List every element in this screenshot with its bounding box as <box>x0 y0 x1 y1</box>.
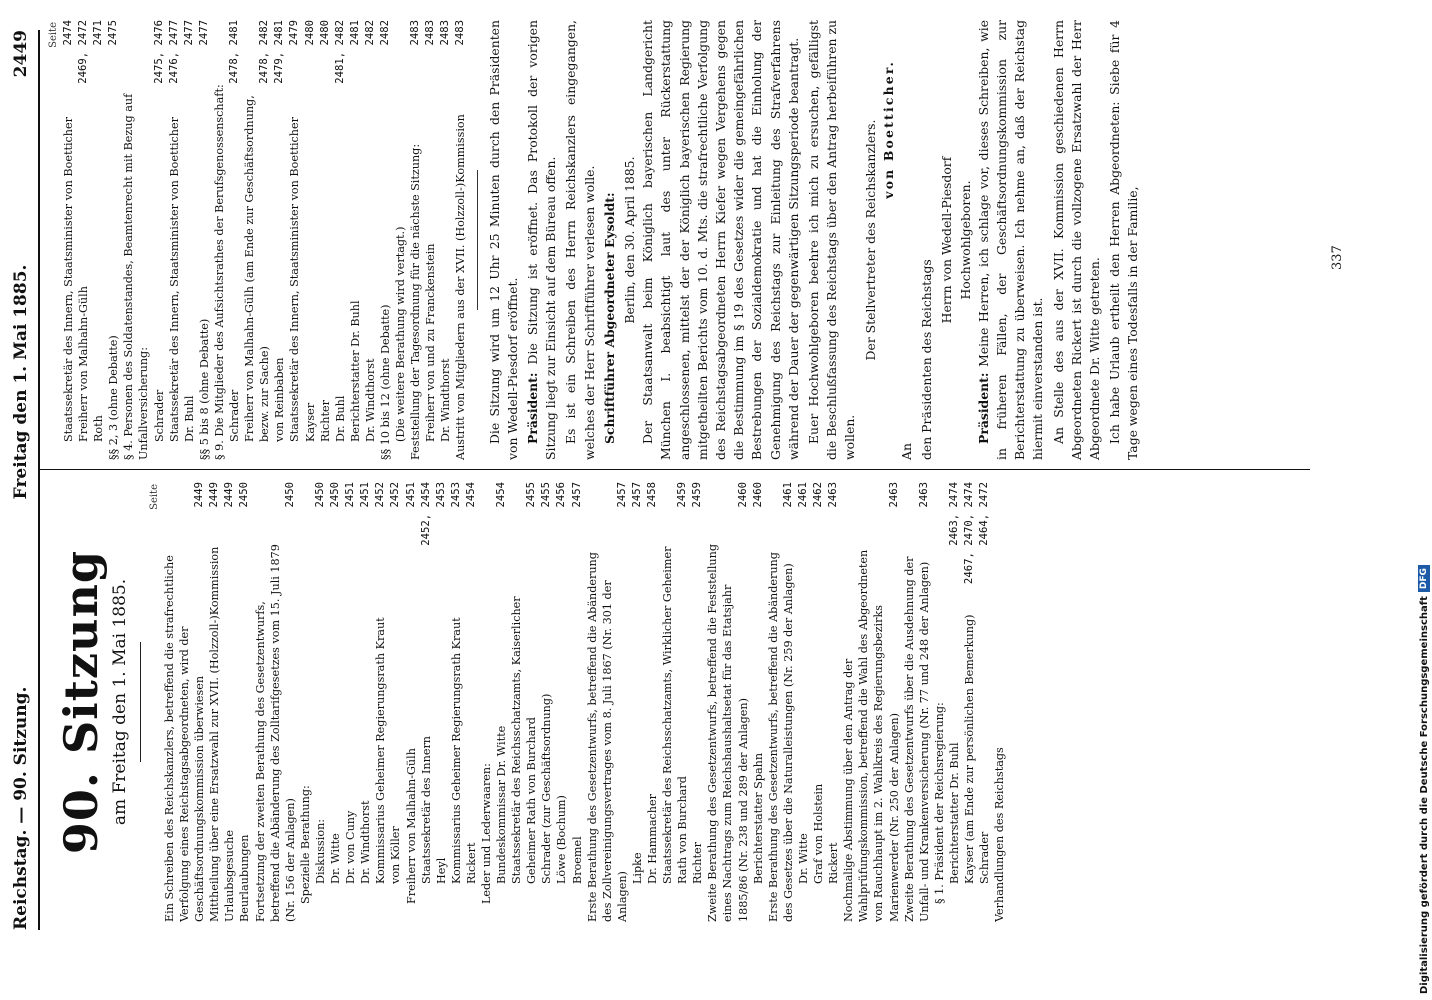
toc-entry <box>630 482 645 922</box>
letter-address-line-1: An <box>899 443 914 460</box>
toc-entry <box>902 482 932 922</box>
toc-entry <box>660 482 690 922</box>
toc-entry-text: Rickert <box>827 842 841 884</box>
toc-entry-page: 2459 <box>691 482 704 508</box>
letter-request: Euer Hochwohlgeboren beehre ich mich zu ersuchen, gefälligst die Beschlußfassung des Reichstags über den Antrag herbeiführen zu wollen. <box>805 20 858 460</box>
toc-entry-page: 2483 <box>454 20 467 46</box>
speaker-label: Präsident: <box>524 372 540 444</box>
toc-entry-text: Richter <box>691 842 705 884</box>
toc-entry <box>328 482 343 922</box>
toc-entry-text: (Die weitere Berathung wird vertagt.) <box>394 226 408 442</box>
toc-entry <box>91 20 106 460</box>
toc-entry-text: Dr. Buhl <box>182 395 196 442</box>
toc-entry <box>509 482 539 922</box>
toc-entry <box>932 482 947 922</box>
toc-entry <box>287 20 302 460</box>
toc-entry-text: Kayser (am Ende zur persönlichen Bemerkung) <box>962 614 976 884</box>
toc-entry-page: 2481, 2482 <box>333 20 346 84</box>
toc-entry <box>61 20 76 460</box>
toc-entry-page: 2483 <box>439 20 452 46</box>
toc-entry-text: von Köller <box>389 826 403 884</box>
toc-entry-page: 2449 <box>208 482 221 508</box>
toc-entry-page: 2483 <box>424 20 437 46</box>
toc-entry-page: 2467, 2470, 2474 <box>962 482 975 585</box>
toc-entry-page: 2457 <box>570 482 583 508</box>
toc-entry-page: 2482 <box>363 20 376 46</box>
session-date: am Freitag den 1. Mai 1885. <box>110 578 130 826</box>
toc-entry-page: 2460 <box>736 482 749 508</box>
toc-entry-page: 2450 <box>329 482 342 508</box>
running-head-left: Reichstag. — 90. Sitzung. <box>11 686 31 930</box>
toc-entry <box>423 20 438 460</box>
toc-entry-text: Dr. Witte <box>796 833 810 884</box>
toc-entry-page: 2460 <box>751 482 764 508</box>
toc-entry-page: 2475 <box>107 20 120 46</box>
toc-entry-text: Schrader <box>152 389 166 442</box>
toc-entry <box>826 482 841 922</box>
toc-entry-text: Berichterstatter Dr. Buhl <box>348 300 362 442</box>
toc-entry-text: Dr. Windthorst <box>439 358 453 442</box>
toc-entry-text: Ein Schreiben des Reichskanzlers, betreffend die strafrechtliche Verfolgung eines Reichstagsabgeordneten, wird der Geschäftsordnungskommission überwiesen <box>163 555 207 922</box>
paragraph-text: Meine Herren, ich schlage vor, dieses Schreiben, wie in früheren Fällen, der Geschäftsordnungskommission zur Berichterstattung zu überweisen. Ich nehme an, daß der Reichstag hiermit einverstanden ist. <box>975 20 1046 460</box>
toc-entry-page: 2483 <box>409 20 422 46</box>
toc-entry-text: Schrader <box>978 831 992 884</box>
toc-entry-page: 2475, 2476 <box>152 20 165 84</box>
toc-entry-page: 2464, 2472 <box>978 482 991 546</box>
toc-entry-text: Freiherr von und zu Franckenstein <box>424 243 438 442</box>
toc-entry-text: Löwe (Bochum) <box>555 795 569 884</box>
toc-entry-text: Nochmalige Abstimmung über den Antrag der Wahlprüfungskommission, betreffend die Wahl des Abgeordneten von Rauchhaupt im 2. Wahlkreis des Regierungsbezirks Marienwerder (Nr. 250 der Anlagen) <box>842 549 901 922</box>
toc-entry-text: Fortsetzung der zweiten Berathung des Gesetzentwurfs, betreffend die Abänderung des Zolltarifgesetzes vom 15. Juli 1879 (Nr. 156 der Anlagen) <box>253 544 297 922</box>
toc-entry <box>645 482 660 922</box>
toc-entry <box>449 482 464 922</box>
toc-entry-text: Beurlaubungen <box>238 834 252 922</box>
toc-entry-text: Zweite Berathung des Gesetzentwurfs, betreffend die Feststellung eines Nachtrags zum Reichshaushaltsetat für das Etatsjahr 1885/86 (Nr. 238 und 289 der Anlagen) <box>706 544 750 922</box>
toc-entry <box>303 20 318 460</box>
toc-entry <box>162 482 207 922</box>
toc-entry-page: 2478, 2482 <box>258 20 271 84</box>
toc-entry-text: Verhandlungen des Reichstags <box>993 747 1007 922</box>
toc-entry <box>464 482 479 922</box>
toc-entry-page: 2455 <box>525 482 538 508</box>
president-paragraph-2 <box>975 20 1048 460</box>
toc-entry-page: 2451 <box>404 482 417 508</box>
toc-entry <box>318 20 333 460</box>
toc-entry-text: Dr. Buhl <box>333 395 347 442</box>
toc-entry <box>977 482 992 922</box>
opening-paragraph: Die Sitzung wird um 12 Uhr 25 Minuten durch den Präsidenten von Wedell-Piesdorf eröffnet. <box>486 20 520 460</box>
left-column <box>48 482 1007 922</box>
toc-entry <box>121 20 151 460</box>
toc-entry-page: 2463 <box>827 482 840 508</box>
right-column <box>48 20 1145 460</box>
toc-entry-text: §§ 5 bis 8 (ohne Debatte) <box>197 318 211 460</box>
toc-entry-page: 2462 <box>812 482 825 508</box>
toc-entry <box>212 20 227 460</box>
table-of-contents-continued <box>61 20 469 460</box>
letter-address-line-2: den Präsidenten des Reichstags <box>919 259 935 460</box>
toc-entry-text: § 9. Die Mitglieder des Aufsichtsrathes der Berufsgenossenschaft: <box>212 84 226 460</box>
toc-entry-page: 2476, 2477 <box>167 20 180 84</box>
toc-entry-page: 2463 <box>887 482 900 508</box>
toc-entry-page: 2469, 2472 <box>77 20 90 84</box>
toc-entry <box>408 20 423 460</box>
toc-entry <box>438 20 453 460</box>
seite-label-right: Seite <box>48 22 59 48</box>
toc-entry <box>479 482 494 922</box>
paragraph-text: Die Sitzung ist eröffnet. Das Protokoll der vorigen Sitzung liegt zur Einsicht auf dem Büreau offen. <box>524 20 559 460</box>
table-of-contents <box>162 482 1007 922</box>
toc-entry-page: 2452 <box>374 482 387 508</box>
toc-entry <box>378 20 393 460</box>
toc-entry <box>947 482 962 922</box>
toc-entry-page: 2451 <box>359 482 372 508</box>
toc-entry-page: 2449 <box>223 482 236 508</box>
toc-entry <box>494 482 509 922</box>
toc-entry-text: Urlaubsgesuche <box>223 830 237 922</box>
toc-entry-text: Staatssekretär des Reichsschatzamts, Wirklicher Geheimer Rath von Burchard <box>661 546 690 884</box>
toc-entry-page: 2478, 2481 <box>228 20 241 84</box>
toc-entry-text: Berichterstatter Spahn <box>751 752 765 884</box>
toc-entry-text: von Reinbaben <box>273 357 287 442</box>
digitization-note <box>1418 565 1430 994</box>
toc-entry <box>237 482 252 922</box>
toc-entry-page: 2471 <box>92 20 105 46</box>
toc-entry-text: Bundeskommissar Dr. Witte <box>495 725 509 884</box>
letter-signer-title: Der Stellvertreter des Reichskanzlers. <box>862 119 878 361</box>
toc-entry-text: Graf von Holstein <box>812 783 826 884</box>
toc-entry <box>393 20 408 460</box>
toc-entry-text: Dr. Hammacher <box>646 794 659 884</box>
toc-entry-text: Staatssekretär des Reichsschatzamts, Kaiserlicher Geheimer Rath von Burchard <box>510 596 539 884</box>
toc-entry <box>182 20 197 460</box>
toc-entry-text: Feststellung der Tagesordnung für die nächste Sitzung: <box>409 143 423 460</box>
toc-entry <box>348 20 363 460</box>
session-title: 90. Sitzung <box>54 549 108 855</box>
toc-entry <box>585 482 630 922</box>
toc-entry-text: Kommissarius Geheimer Regierungsrath Kraut <box>374 617 388 884</box>
toc-entry <box>197 20 212 460</box>
toc-entry <box>106 20 121 460</box>
toc-entry <box>766 482 796 922</box>
toc-entry-page: 2450 <box>238 482 251 508</box>
toc-entry <box>152 20 167 460</box>
toc-entry <box>343 482 358 922</box>
toc-entry-text: Schrader <box>228 389 242 442</box>
toc-entry <box>272 20 287 460</box>
letter-signer-name: von Boetticher. <box>880 60 896 199</box>
toc-entry-text: Spezielle Berathung: <box>298 785 312 904</box>
toc-entry-page: 2479 <box>288 20 301 46</box>
toc-entry-page: 2461 <box>796 482 809 508</box>
toc-entry-text: Freiherr von Malhahn-Gülh (am Ende zur Geschäftsordnung, bezw. zur Sache) <box>243 95 272 442</box>
toc-entry-text: Lipke <box>630 852 644 884</box>
toc-entry-text: Dr. Witte <box>329 833 343 884</box>
toc-entry <box>76 20 91 460</box>
letter-address-line-4: Hochwohlgeboren. <box>957 180 973 300</box>
toc-entry <box>404 482 419 922</box>
toc-entry-page: 2457 <box>615 482 628 508</box>
toc-entry-page: 2458 <box>646 482 658 508</box>
toc-entry-page: 2457 <box>630 482 643 508</box>
toc-entry-page: 2482 <box>378 20 391 46</box>
toc-entry <box>554 482 569 922</box>
toc-entry <box>539 482 554 922</box>
toc-entry <box>419 482 434 922</box>
toc-entry-text: Staatssekretär des Innern, Staatsminister von Boetticher <box>167 117 181 442</box>
toc-entry-text: Freiherr von Malhahn-Gülh <box>404 748 418 904</box>
toc-entry <box>992 482 1007 922</box>
toc-entry-page: 2453 <box>449 482 462 508</box>
toc-entry <box>207 482 222 922</box>
toc-entry <box>434 482 449 922</box>
paragraph-letter-announcement: Es ist ein Schreiben des Herrn Reichskanzlers eingegangen, welches der Herr Schriftführer verlesen wolle. <box>563 20 597 460</box>
paragraph-leave: Ich habe Urlaub ertheilt den Herren Abgeordneten: Siebe für 4 Tage wegen eines Todesfalls in der Familie, <box>1107 20 1141 460</box>
toc-entry <box>227 20 242 460</box>
toc-entry-text: Berichterstatter Dr. Buhl <box>947 742 961 884</box>
president-paragraph-1 <box>524 20 560 460</box>
toc-entry <box>705 482 750 922</box>
digitization-note-text: Digitalisierung gefördert durch die Deutsche Forschungsgemeinschaft <box>1418 596 1430 994</box>
toc-entry-text: Freiherr von Malhahn-Gülh <box>77 286 91 442</box>
letter-place-date: Berlin, den 30. April 1885. <box>621 156 637 324</box>
toc-entry-text: Erste Berathung des Gesetzentwurfs, betreffend die Abänderung des Zollvereinigungsvertrages vom 8. Juli 1867 (Nr. 301 der Anlagen) <box>585 552 629 922</box>
toc-entry <box>388 482 403 922</box>
toc-entry <box>222 482 237 922</box>
toc-entry-text: Broemel <box>570 836 584 884</box>
toc-entry-page: 2450 <box>313 482 326 508</box>
running-head-center: Freitag den 1. Mai 1885. <box>11 264 31 500</box>
paragraph-commission-change: An Stelle des aus der XVII. Kommission geschiedenen Herrn Abgeordneten Rickert ist durch die vollzogene Ersatzwahl der Herr Abgeordnete Dr. Witte getreten. <box>1050 20 1103 460</box>
toc-entry <box>453 20 468 460</box>
toc-entry-text: Dr. von Cuny <box>344 810 358 884</box>
toc-entry <box>373 482 388 922</box>
toc-entry-page: 2452 <box>389 482 402 508</box>
toc-entry <box>751 482 766 922</box>
toc-entry-page: 2450 <box>283 482 296 508</box>
secretary-paragraph <box>601 20 619 460</box>
toc-entry-text: Richter <box>318 400 332 442</box>
toc-entry-text: Rickert <box>464 842 478 884</box>
toc-entry-page: 2453 <box>434 482 447 508</box>
toc-entry-text: Dr. Windthorst <box>359 800 373 884</box>
toc-entry <box>690 482 705 922</box>
toc-entry <box>298 482 313 922</box>
toc-entry-page: 2463 <box>917 482 930 508</box>
page-signature: 337 <box>1330 245 1345 270</box>
toc-entry <box>313 482 328 922</box>
toc-entry <box>358 482 373 922</box>
toc-entry <box>811 482 826 922</box>
toc-entry-text: Leder und Lederwaaren: <box>479 763 493 904</box>
toc-entry-text: Kommissarius Geheimer Regierungsrath Kraut <box>449 617 463 884</box>
toc-entry-page: 2461 <box>781 482 794 508</box>
toc-entry-text: Schrader (zur Geschäftsordnung) <box>540 693 554 884</box>
toc-entry <box>841 482 901 922</box>
toc-entry-page: 2455 <box>540 482 553 508</box>
toc-entry-text: §§ 2, 3 (ohne Debatte) <box>107 335 121 460</box>
toc-entry-text: Mittheilung über eine Ersatzwahl zur XVII. (Holzzoll-)Kommission <box>208 546 222 922</box>
speaker-label: Präsident: <box>975 372 991 444</box>
toc-entry <box>253 482 298 922</box>
speaker-label: Schriftführer Abgeordneter Eysoldt: <box>601 192 617 444</box>
toc-entry <box>962 482 977 922</box>
toc-entry-text: Dr. Windthorst <box>363 358 377 442</box>
toc-entry <box>570 482 585 922</box>
toc-entry-text: Staatssekretär des Innern, Staatsminister von Boetticher <box>62 117 75 442</box>
toc-entry-page: 2481 <box>348 20 361 46</box>
toc-entry-text: Roth <box>92 415 106 442</box>
toc-entry-text: Kayser <box>303 402 317 442</box>
seite-label: Seite <box>149 484 160 510</box>
toc-entry-text: Diskussion: <box>313 818 327 884</box>
toc-entry-text: Austritt von Mitgliedern aus der XVII. (Holzzoll-)Kommission <box>454 114 468 460</box>
toc-entry-text: § 4. Personen des Soldatenstandes, Beamtenrecht mit Bezug auf Unfallversicherung: <box>122 93 151 460</box>
toc-entry <box>363 20 378 460</box>
toc-entry-page: 2474 <box>62 20 74 46</box>
column-divider <box>40 469 1310 470</box>
toc-entry-page: 2480 <box>318 20 331 46</box>
toc-entry <box>796 482 811 922</box>
toc-entry-text: Zweite Berathung des Gesetzentwurfs über die Ausdehnung der Unfall- und Krankenversicherung (Nr. 77 und 248 der Anlagen) <box>902 556 931 922</box>
letter-address-line-3: Herrn von Wedell-Piesdorf <box>939 156 955 324</box>
toc-entry-text: Staatssekretär des Innern, Staatsminister von Boetticher <box>288 117 302 442</box>
toc-entry-page: 2463, 2474 <box>947 482 960 546</box>
toc-entry-page: 2451 <box>344 482 357 508</box>
title-rule <box>140 642 141 762</box>
running-head <box>4 30 40 930</box>
toc-entry-text: § 1. Präsident der Reichsregierung: <box>932 702 946 904</box>
toc-entry <box>167 20 182 460</box>
toc-entry-page: 2452, 2454 <box>419 482 432 546</box>
running-head-page-number: 2449 <box>11 30 31 78</box>
toc-entry-page: 2479, 2481 <box>273 20 286 84</box>
section-rule <box>477 170 478 310</box>
toc-entry-text: Erste Berathung des Gesetzentwurfs, betreffend die Abänderung des Gesetzes über die Naturalleistungen (Nr. 259 der Anlagen) <box>766 552 795 922</box>
toc-entry <box>242 20 272 460</box>
toc-entry-page: 2456 <box>555 482 568 508</box>
toc-entry <box>333 20 348 460</box>
toc-entry-page: 2454 <box>464 482 477 508</box>
toc-entry-page: 2477 <box>182 20 195 46</box>
dfg-logo: DFG <box>1418 565 1430 592</box>
letter-body: Der Staatsanwalt beim Königlich bayerischen Landgericht München I. beabsichtigt laut des unter Rückerstattung angeschlossenen, mittelst der der Königlich bayerischen Regierung mitgetheilten Berichts vom 10. d. Mts. die strafrechtliche Verfolgung des Reichstagsabgeordneten Herrn Kiefer wegen Vergehens gegen die Bestimmung im § 19 des Gesetzes wider die gemeingefährlichen Bestrebungen der Sozialdemokratie und hat die Einholung der Genehmigung des Reichstags zur Einleitung des Strafverfahrens während der Dauer der gegenwärtigen Sitzungsperiode beantragt. <box>640 20 801 460</box>
toc-entry-text: Staatssekretär des Innern <box>419 736 433 884</box>
toc-entry-page: 2459 <box>676 482 689 508</box>
toc-entry-text: Heyl <box>434 857 448 884</box>
toc-entry-page: 2480 <box>303 20 316 46</box>
toc-entry-page: 2477 <box>197 20 210 46</box>
toc-entry-page: 2454 <box>495 482 508 508</box>
toc-entry-text: §§ 10 bis 12 (ohne Debatte) <box>378 304 392 460</box>
toc-entry-page: 2449 <box>193 482 206 508</box>
